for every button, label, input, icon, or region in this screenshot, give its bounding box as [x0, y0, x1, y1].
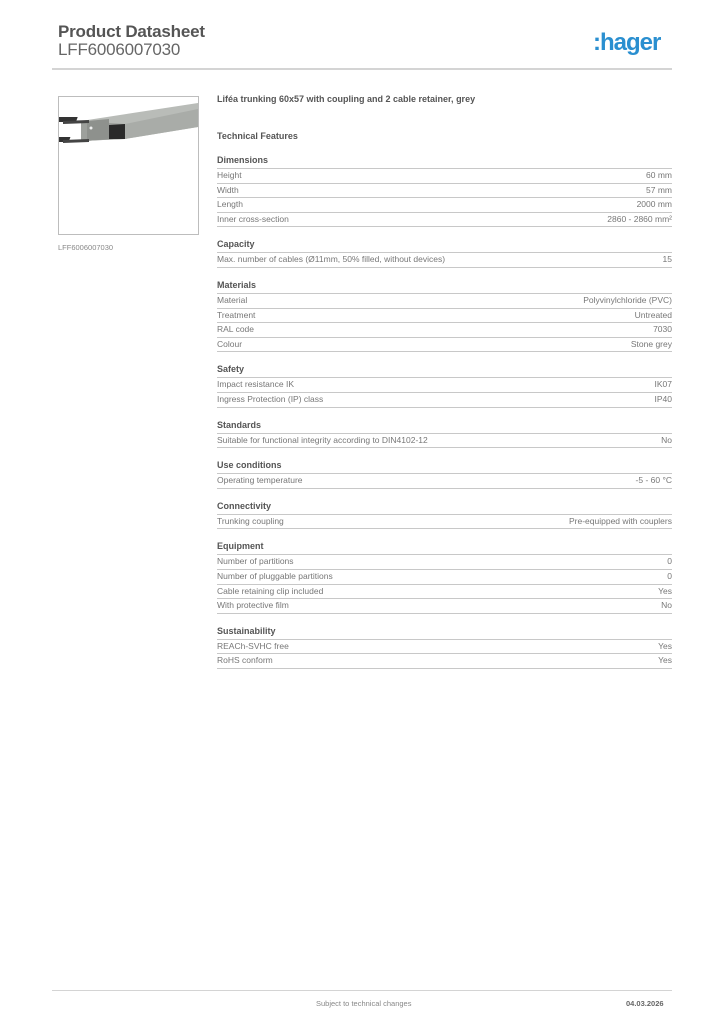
- hager-logo: :hager: [593, 29, 661, 56]
- spec-label: Ingress Protection (IP) class: [217, 393, 324, 404]
- spec-value: 7030: [653, 324, 672, 335]
- spec-row: [217, 198, 672, 213]
- section-capacity: [217, 239, 672, 268]
- spec-row: [217, 169, 672, 184]
- footer-date: 04.03.2026: [626, 999, 664, 1008]
- spec-row: [217, 294, 672, 309]
- spec-row: [217, 515, 672, 530]
- image-caption: LFF6006007030: [58, 243, 114, 252]
- header-divider: [52, 68, 672, 70]
- section-title: Equipment: [217, 541, 672, 555]
- spec-label: Colour: [217, 338, 243, 349]
- spec-value: 0: [667, 556, 672, 567]
- spec-label: RAL code: [217, 324, 255, 335]
- spec-value: 15: [662, 254, 672, 265]
- section-safety: [217, 364, 672, 407]
- spec-row: [217, 654, 672, 669]
- spec-row: [217, 323, 672, 338]
- feature-sections: [217, 155, 672, 669]
- page-title: Product Datasheet: [58, 22, 205, 41]
- section-title: Materials: [217, 280, 672, 294]
- footer-divider: [52, 990, 672, 991]
- section-equipment: [217, 541, 672, 613]
- spec-label: Suitable for functional integrity according to DIN4102-12: [217, 434, 428, 445]
- spec-label: Cable retaining clip included: [217, 585, 324, 596]
- spec-row: [217, 338, 672, 353]
- section-dimensions: [217, 155, 672, 227]
- spec-label: Number of partitions: [217, 556, 294, 567]
- spec-value: No: [661, 434, 672, 445]
- section-use-conditions: [217, 460, 672, 489]
- spec-row: [217, 599, 672, 614]
- spec-label: Number of pluggable partitions: [217, 570, 333, 581]
- spec-value: IP40: [654, 393, 672, 404]
- spec-row: [217, 393, 672, 408]
- spec-label: RoHS conform: [217, 655, 273, 666]
- spec-value: Yes: [658, 640, 672, 651]
- spec-value: Yes: [658, 585, 672, 596]
- spec-label: Material: [217, 294, 248, 305]
- section-sustainability: [217, 626, 672, 669]
- spec-row: [217, 434, 672, 449]
- spec-value: Pre-equipped with couplers: [568, 515, 672, 526]
- spec-row: [217, 378, 672, 393]
- section-title: Standards: [217, 420, 672, 434]
- product-image: [58, 96, 199, 235]
- spec-row: [217, 184, 672, 199]
- spec-label: Trunking coupling: [217, 515, 284, 526]
- spec-label: Height: [217, 170, 242, 180]
- spec-row: [217, 585, 672, 600]
- spec-label: Max. number of cables (Ø11mm, 50% filled, without devices): [217, 254, 446, 265]
- spec-row: [217, 570, 672, 585]
- section-standards: [217, 420, 672, 449]
- product-code: LFF6006007030: [58, 40, 181, 59]
- spec-value: Stone grey: [630, 338, 672, 349]
- spec-value: IK07: [654, 379, 672, 390]
- spec-label: Inner cross-section: [217, 213, 289, 224]
- technical-features-heading: Technical Features: [217, 131, 298, 141]
- spec-value: Yes: [658, 655, 672, 666]
- spec-label: REACh-SVHC free: [217, 640, 289, 651]
- spec-value: -5 - 60 °C: [635, 475, 672, 486]
- spec-value: No: [661, 600, 672, 611]
- section-title: Use conditions: [217, 460, 672, 474]
- spec-row: [217, 253, 672, 268]
- trunking-illustration-icon: [59, 97, 198, 234]
- spec-label: Impact resistance IK: [217, 379, 295, 390]
- spec-value: 2860 - 2860 mm²: [607, 213, 672, 224]
- section-title: Capacity: [217, 239, 672, 253]
- spec-label: With protective film: [217, 600, 289, 611]
- spec-row: [217, 213, 672, 228]
- section-title: Safety: [217, 364, 672, 378]
- product-name: Liféa trunking 60x57 with coupling and 2 cable retainer, grey: [217, 94, 476, 104]
- spec-row: [217, 555, 672, 570]
- section-connectivity: [217, 501, 672, 530]
- spec-value: Polyvinylchloride (PVC): [583, 294, 672, 305]
- spec-value: 0: [667, 570, 672, 581]
- spec-row: [217, 474, 672, 489]
- spec-label: Treatment: [217, 309, 256, 320]
- spec-label: Operating temperature: [217, 475, 303, 486]
- spec-label: Width: [217, 184, 239, 195]
- datasheet-content: [217, 92, 672, 669]
- section-title: Sustainability: [217, 626, 672, 640]
- spec-label: Length: [217, 199, 243, 210]
- section-title: Dimensions: [217, 155, 672, 169]
- spec-row: [217, 309, 672, 324]
- section-title: Connectivity: [217, 501, 672, 515]
- spec-row: [217, 640, 672, 655]
- section-materials: [217, 280, 672, 352]
- footer-note: Subject to technical changes: [316, 999, 412, 1008]
- spec-value: 2000 mm: [636, 199, 672, 210]
- spec-value: 60 mm: [646, 170, 672, 180]
- spec-value: 57 mm: [646, 184, 672, 195]
- spec-value: Untreated: [634, 309, 672, 320]
